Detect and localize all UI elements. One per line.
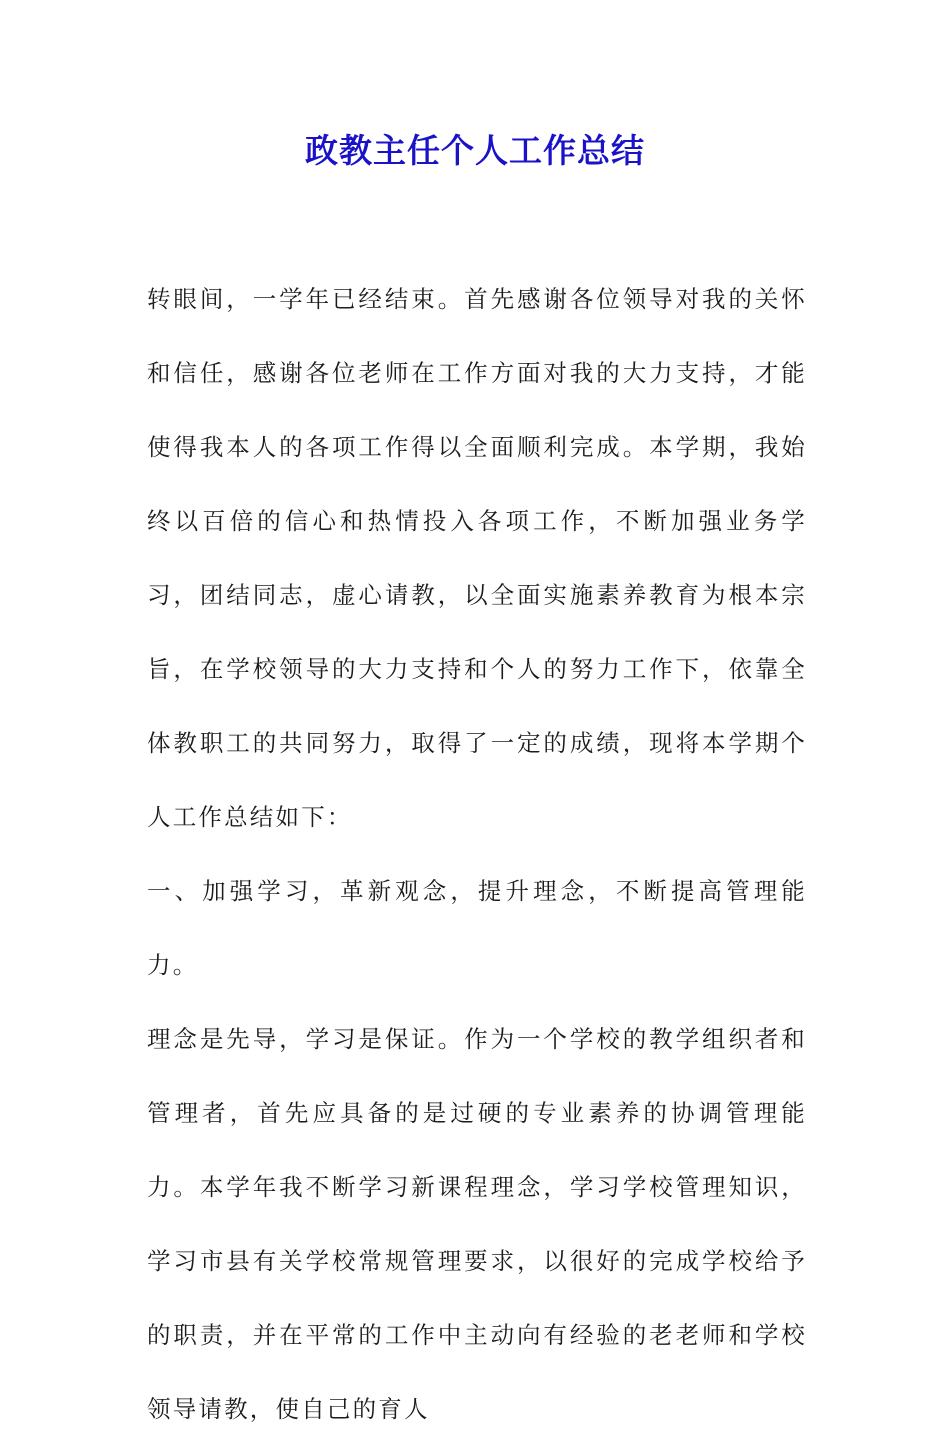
document-title: 政教主任个人工作总结 — [305, 131, 645, 170]
document-body — [147, 262, 807, 1446]
paragraph-intro: 转眼间，一学年已经结束。首先感谢各位领导对我的关怀和信任，感谢各位老师在工作方面对我的大力支持，才能使得我本人的各项工作得以全面顺利完成。本学期，我始终以百倍的信心和热情投入各项工作，不断加强业务学习，团结同志，虚心请教，以全面实施素养教育为根本宗旨，在学校领导的大力支持和个人的努力工作下，依靠全体教职工的共同努力，取得了一定的成绩，现将本学期个人工作总结如下： — [147, 285, 807, 831]
paragraph-section-heading: 一、加强学习，革新观念，提升理念，不断提高管理能力。 — [147, 877, 807, 979]
paragraph-section-body: 理念是先导，学习是保证。作为一个学校的教学组织者和管理者，首先应具备的是过硬的专业素养的协调管理能力。本学年我不断学习新课程理念，学习学校管理知识，学习市县有关学校常规管理要求，以很好的完成学校给予的职责，并在平常的工作中主动向有经验的老老师和学校领导请教，使自己的育人 — [147, 1025, 807, 1423]
